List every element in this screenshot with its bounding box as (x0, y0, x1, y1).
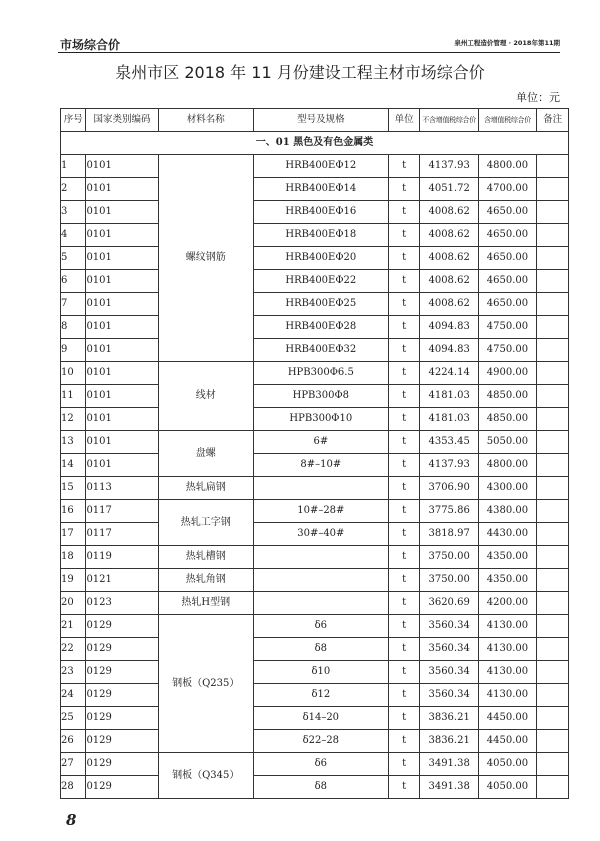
cell-price-ex-vat: 4181.03 (420, 385, 478, 408)
cell-price-ex-vat: 3706.90 (420, 477, 478, 500)
cell-material-name: 热轧角钢 (158, 569, 253, 592)
cell-note (537, 155, 569, 178)
cell-code: 0129 (86, 707, 158, 730)
cell-spec (253, 546, 388, 569)
cell-price-inc-vat: 4200.00 (478, 592, 536, 615)
cell-spec: HPB300Φ6.5 (253, 362, 388, 385)
table-row (61, 638, 569, 661)
cell-no: 25 (61, 707, 86, 730)
cell-no: 11 (61, 385, 86, 408)
cell-code: 0101 (86, 454, 158, 477)
table-row (61, 155, 569, 178)
table-row (61, 684, 569, 707)
cell-no: 4 (61, 224, 86, 247)
cell-note (537, 247, 569, 270)
cell-note (537, 270, 569, 293)
cell-code: 0129 (86, 753, 158, 776)
cell-code: 0101 (86, 270, 158, 293)
cell-price-ex-vat: 4137.93 (420, 155, 478, 178)
cell-no: 24 (61, 684, 86, 707)
cell-unit: t (388, 684, 420, 707)
cell-no: 6 (61, 270, 86, 293)
table-row (61, 592, 569, 615)
section-title: 一、01 黑色及有色金属类 (61, 132, 569, 155)
cell-no: 21 (61, 615, 86, 638)
cell-note (537, 454, 569, 477)
cell-price-inc-vat: 4450.00 (478, 707, 536, 730)
cell-price-ex-vat: 4353.45 (420, 431, 478, 454)
cell-note (537, 707, 569, 730)
cell-note (537, 431, 569, 454)
cell-unit: t (388, 431, 420, 454)
cell-price-inc-vat: 4130.00 (478, 661, 536, 684)
cell-no: 19 (61, 569, 86, 592)
cell-price-ex-vat: 4137.93 (420, 454, 478, 477)
cell-price-inc-vat: 4300.00 (478, 477, 536, 500)
cell-price-inc-vat: 4700.00 (478, 178, 536, 201)
cell-no: 17 (61, 523, 86, 546)
cell-code: 0129 (86, 776, 158, 799)
cell-no: 3 (61, 201, 86, 224)
cell-spec: δ8 (253, 638, 388, 661)
table-header-row (61, 109, 569, 132)
cell-material-name: 热轧槽钢 (158, 546, 253, 569)
cell-spec: δ8 (253, 776, 388, 799)
cell-no: 8 (61, 316, 86, 339)
table-row (61, 362, 569, 385)
table-row (61, 201, 569, 224)
cell-price-inc-vat: 4430.00 (478, 523, 536, 546)
cell-price-ex-vat: 3491.38 (420, 776, 478, 799)
cell-note (537, 339, 569, 362)
col-header-spec: 型号及规格 (253, 109, 388, 132)
cell-unit: t (388, 293, 420, 316)
cell-code: 0101 (86, 224, 158, 247)
cell-price-ex-vat: 4008.62 (420, 270, 478, 293)
table-body (61, 132, 569, 799)
cell-price-inc-vat: 4130.00 (478, 638, 536, 661)
cell-price-inc-vat: 4800.00 (478, 454, 536, 477)
col-header-material: 材料名称 (158, 109, 253, 132)
cell-price-inc-vat: 4800.00 (478, 155, 536, 178)
cell-code: 0101 (86, 408, 158, 431)
cell-no: 7 (61, 293, 86, 316)
cell-no: 2 (61, 178, 86, 201)
cell-unit: t (388, 592, 420, 615)
cell-spec (253, 569, 388, 592)
cell-price-inc-vat: 4130.00 (478, 615, 536, 638)
cell-price-ex-vat: 4094.83 (420, 316, 478, 339)
cell-unit: t (388, 247, 420, 270)
cell-code: 0113 (86, 477, 158, 500)
cell-unit: t (388, 753, 420, 776)
cell-price-ex-vat: 4094.83 (420, 339, 478, 362)
table-row (61, 523, 569, 546)
cell-unit: t (388, 339, 420, 362)
cell-unit: t (388, 523, 420, 546)
cell-note (537, 362, 569, 385)
cell-no: 27 (61, 753, 86, 776)
cell-note (537, 730, 569, 753)
cell-code: 0101 (86, 316, 158, 339)
cell-spec: HRB400EΦ14 (253, 178, 388, 201)
cell-unit: t (388, 776, 420, 799)
cell-code: 0101 (86, 431, 158, 454)
cell-code: 0101 (86, 339, 158, 362)
col-header-note: 备注 (537, 109, 569, 132)
cell-unit: t (388, 155, 420, 178)
cell-unit: t (388, 270, 420, 293)
cell-unit: t (388, 569, 420, 592)
col-header-unit: 单位 (388, 109, 420, 132)
cell-price-ex-vat: 4008.62 (420, 293, 478, 316)
cell-unit: t (388, 385, 420, 408)
table-row (61, 408, 569, 431)
cell-price-ex-vat: 4008.62 (420, 224, 478, 247)
cell-price-ex-vat: 3560.34 (420, 684, 478, 707)
cell-spec (253, 592, 388, 615)
cell-price-ex-vat: 3620.69 (420, 592, 478, 615)
cell-spec (253, 477, 388, 500)
cell-note (537, 477, 569, 500)
cell-spec: HRB400EΦ28 (253, 316, 388, 339)
table-row (61, 339, 569, 362)
cell-no: 16 (61, 500, 86, 523)
cell-note (537, 385, 569, 408)
cell-unit: t (388, 615, 420, 638)
cell-spec: 6# (253, 431, 388, 454)
cell-price-ex-vat: 3818.97 (420, 523, 478, 546)
cell-spec: HRB400EΦ25 (253, 293, 388, 316)
cell-note (537, 293, 569, 316)
cell-note (537, 753, 569, 776)
table-row (61, 431, 569, 454)
cell-note (537, 500, 569, 523)
cell-spec: HRB400EΦ12 (253, 155, 388, 178)
cell-material-name: 热轧H型钢 (158, 592, 253, 615)
cell-material-name: 螺纹钢筋 (158, 155, 253, 362)
table-row (61, 178, 569, 201)
cell-code: 0101 (86, 201, 158, 224)
table-row (61, 661, 569, 684)
table-row (61, 707, 569, 730)
cell-note (537, 523, 569, 546)
cell-spec: HRB400EΦ20 (253, 247, 388, 270)
cell-note (537, 684, 569, 707)
cell-spec: δ6 (253, 753, 388, 776)
table-row (61, 293, 569, 316)
cell-unit: t (388, 362, 420, 385)
cell-note (537, 224, 569, 247)
cell-price-inc-vat: 4650.00 (478, 247, 536, 270)
cell-unit: t (388, 500, 420, 523)
cell-price-inc-vat: 4750.00 (478, 316, 536, 339)
cell-material-name: 钢板（Q345） (158, 753, 253, 799)
cell-no: 9 (61, 339, 86, 362)
cell-no: 15 (61, 477, 86, 500)
cell-note (537, 615, 569, 638)
cell-unit: t (388, 546, 420, 569)
cell-note (537, 638, 569, 661)
price-table (60, 108, 569, 799)
cell-price-ex-vat: 3560.34 (420, 661, 478, 684)
cell-material-name: 热轧工字钢 (158, 500, 253, 546)
table-row (61, 546, 569, 569)
table-row (61, 247, 569, 270)
cell-price-inc-vat: 4130.00 (478, 684, 536, 707)
table-row (61, 477, 569, 500)
cell-code: 0101 (86, 362, 158, 385)
cell-spec: δ10 (253, 661, 388, 684)
cell-code: 0119 (86, 546, 158, 569)
cell-price-ex-vat: 3491.38 (420, 753, 478, 776)
cell-unit: t (388, 201, 420, 224)
col-header-price-inc-vat: 含增值税综合价 (478, 109, 536, 132)
section-row (61, 132, 569, 155)
table-row (61, 753, 569, 776)
cell-code: 0101 (86, 155, 158, 178)
table-row (61, 730, 569, 753)
cell-price-ex-vat: 3750.00 (420, 546, 478, 569)
unit-label: 单位：元 (516, 91, 560, 104)
cell-price-inc-vat: 4050.00 (478, 753, 536, 776)
cell-no: 22 (61, 638, 86, 661)
cell-no: 20 (61, 592, 86, 615)
cell-price-inc-vat: 4350.00 (478, 569, 536, 592)
cell-price-ex-vat: 4051.72 (420, 178, 478, 201)
cell-price-ex-vat: 3836.21 (420, 707, 478, 730)
cell-spec: 30#–40# (253, 523, 388, 546)
running-header-issue: 泉州工程造价管理 · 2018年第11期 (454, 39, 560, 47)
cell-code: 0121 (86, 569, 158, 592)
col-header-price-ex-vat: 不含增值税综合价 (420, 109, 478, 132)
cell-code: 0117 (86, 523, 158, 546)
cell-spec: δ14–20 (253, 707, 388, 730)
cell-price-ex-vat: 4008.62 (420, 201, 478, 224)
cell-no: 13 (61, 431, 86, 454)
cell-price-ex-vat: 3750.00 (420, 569, 478, 592)
cell-price-inc-vat: 4900.00 (478, 362, 536, 385)
cell-no: 23 (61, 661, 86, 684)
table-row (61, 615, 569, 638)
cell-unit: t (388, 477, 420, 500)
cell-price-ex-vat: 3836.21 (420, 730, 478, 753)
cell-code: 0101 (86, 293, 158, 316)
cell-unit: t (388, 178, 420, 201)
cell-note (537, 776, 569, 799)
cell-price-ex-vat: 4224.14 (420, 362, 478, 385)
col-header-code: 国家类别编码 (86, 109, 158, 132)
cell-unit: t (388, 730, 420, 753)
cell-price-inc-vat: 4380.00 (478, 500, 536, 523)
cell-unit: t (388, 224, 420, 247)
cell-no: 12 (61, 408, 86, 431)
cell-code: 0129 (86, 661, 158, 684)
cell-no: 5 (61, 247, 86, 270)
cell-unit: t (388, 707, 420, 730)
cell-spec: HPB300Φ10 (253, 408, 388, 431)
cell-no: 26 (61, 730, 86, 753)
cell-material-name: 钢板（Q235） (158, 615, 253, 753)
cell-price-ex-vat: 3560.34 (420, 638, 478, 661)
col-header-no: 序号 (61, 109, 86, 132)
cell-price-ex-vat: 4181.03 (420, 408, 478, 431)
cell-material-name: 热轧扁钢 (158, 477, 253, 500)
cell-price-inc-vat: 4650.00 (478, 293, 536, 316)
cell-unit: t (388, 408, 420, 431)
cell-price-inc-vat: 4650.00 (478, 270, 536, 293)
table-row (61, 224, 569, 247)
cell-price-inc-vat: 4450.00 (478, 730, 536, 753)
cell-no: 28 (61, 776, 86, 799)
cell-price-ex-vat: 3775.86 (420, 500, 478, 523)
cell-note (537, 178, 569, 201)
cell-code: 0129 (86, 638, 158, 661)
table-row (61, 776, 569, 799)
cell-code: 0129 (86, 615, 158, 638)
cell-price-inc-vat: 5050.00 (478, 431, 536, 454)
cell-note (537, 201, 569, 224)
cell-code: 0117 (86, 500, 158, 523)
table-row (61, 569, 569, 592)
cell-no: 1 (61, 155, 86, 178)
cell-spec: 10#–28# (253, 500, 388, 523)
cell-note (537, 592, 569, 615)
cell-code: 0101 (86, 385, 158, 408)
table-row (61, 500, 569, 523)
cell-note (537, 316, 569, 339)
table-row (61, 316, 569, 339)
cell-code: 0129 (86, 730, 158, 753)
cell-spec: HRB400EΦ32 (253, 339, 388, 362)
cell-note (537, 408, 569, 431)
cell-no: 14 (61, 454, 86, 477)
cell-spec: δ6 (253, 615, 388, 638)
cell-price-inc-vat: 4650.00 (478, 224, 536, 247)
cell-spec: δ22–28 (253, 730, 388, 753)
header-rule (58, 52, 560, 53)
cell-unit: t (388, 316, 420, 339)
cell-code: 0129 (86, 684, 158, 707)
page-number: 8 (66, 811, 77, 829)
cell-unit: t (388, 454, 420, 477)
cell-no: 10 (61, 362, 86, 385)
cell-spec: HPB300Φ8 (253, 385, 388, 408)
cell-note (537, 569, 569, 592)
cell-spec: δ12 (253, 684, 388, 707)
cell-material-name: 线材 (158, 362, 253, 431)
cell-price-inc-vat: 4850.00 (478, 385, 536, 408)
page-title: 泉州市区 2018 年 11 月份建设工程主材市场综合价 (115, 63, 485, 82)
cell-price-ex-vat: 3560.34 (420, 615, 478, 638)
cell-price-inc-vat: 4850.00 (478, 408, 536, 431)
table-row (61, 454, 569, 477)
cell-spec: 8#–10# (253, 454, 388, 477)
cell-price-inc-vat: 4050.00 (478, 776, 536, 799)
cell-spec: HRB400EΦ16 (253, 201, 388, 224)
cell-price-inc-vat: 4650.00 (478, 201, 536, 224)
cell-price-ex-vat: 4008.62 (420, 247, 478, 270)
cell-spec: HRB400EΦ22 (253, 270, 388, 293)
cell-price-inc-vat: 4350.00 (478, 546, 536, 569)
cell-note (537, 661, 569, 684)
cell-code: 0123 (86, 592, 158, 615)
running-header-section: 市场综合价 (60, 38, 121, 52)
cell-unit: t (388, 661, 420, 684)
cell-material-name: 盘螺 (158, 431, 253, 477)
cell-unit: t (388, 638, 420, 661)
cell-spec: HRB400EΦ18 (253, 224, 388, 247)
cell-code: 0101 (86, 178, 158, 201)
cell-no: 18 (61, 546, 86, 569)
cell-code: 0101 (86, 247, 158, 270)
table-row (61, 270, 569, 293)
cell-note (537, 546, 569, 569)
cell-price-inc-vat: 4750.00 (478, 339, 536, 362)
table-row (61, 385, 569, 408)
